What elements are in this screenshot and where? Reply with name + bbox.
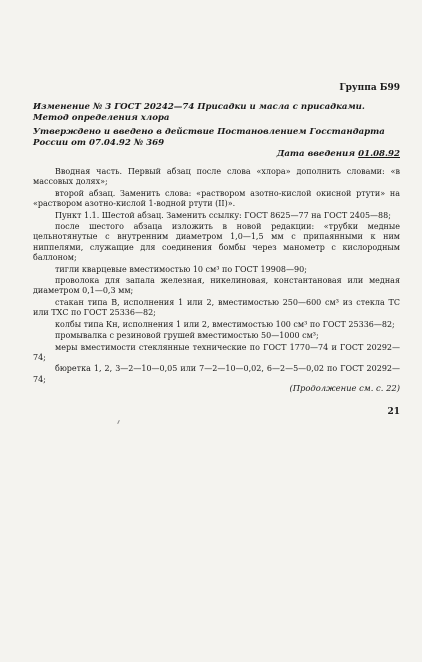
- paragraph: бюретка 1, 2, 3—2—10—0,05 или 7—2—10—0,02, 6—2—5—0,02 по ГОСТ 20292—74;: [33, 364, 400, 384]
- body-text: [33, 167, 400, 386]
- paragraph: меры вместимости стеклянные технические по ГОСТ 1770—74 и ГОСТ 20292—74;: [33, 342, 400, 362]
- paragraph: стакан типа В, исполнения 1 или 2, вместимостью 250—600 см³ из стекла ТС или ТХС по ГОСТ 25336—82;: [33, 297, 400, 318]
- continuation-note: (Продолжение см. с. 22): [289, 383, 400, 393]
- approval-statement: Утверждено и введено в действие Постановлением Госстандарта России от 07.04.92 № 369: [33, 127, 385, 148]
- effective-date-label: Дата введения: [276, 149, 356, 159]
- paragraph: проволока для запала железная, никелиновая, константановая или медная диаметром 0,1—0,3 мм;: [33, 276, 400, 296]
- effective-date-line: [277, 149, 400, 159]
- paragraph: Пункт 1.1. Шестой абзац. Заменить ссылку: ГОСТ 8625—77 на ГОСТ 2405—88;: [55, 210, 391, 220]
- paragraph: второй абзац. Заменить слова: «раствором азотно-кислой окисной ртути» на «раствором азотно-кислой 1-водной ртути (II)».: [33, 188, 400, 209]
- scan-mark: [117, 420, 120, 424]
- effective-date: 01.08.92: [358, 149, 400, 159]
- paragraph: Вводная часть. Первый абзац после слова «хлора» дополнить словами: «в массовых долях»;: [33, 167, 400, 187]
- group-label: Группа Б99: [339, 83, 400, 93]
- page-number: 21: [387, 407, 400, 417]
- paragraph: после шестого абзаца изложить в новой редакции: «трубки медные цельнотянутые с внутренним диаметром 1,0—1,5 мм с припаянными к ним ниппелями, служащие для соединения бомбы через манометр с кислородным баллоном;: [33, 222, 400, 263]
- amendment-title: Изменение № 3 ГОСТ 20242—74 Присадки и масла с присадками. Метод определения хлора: [33, 102, 365, 123]
- paragraph: колбы типа Кн, исполнения 1 или 2, вместимостью 100 см³ по ГОСТ 25336—82;: [55, 319, 395, 329]
- paragraph: тигли кварцевые вместимостью 10 см³ по ГОСТ 19908—90;: [55, 264, 307, 274]
- paragraph: промывалка с резиновой грушей вместимостью 50—1000 см³;: [55, 331, 319, 341]
